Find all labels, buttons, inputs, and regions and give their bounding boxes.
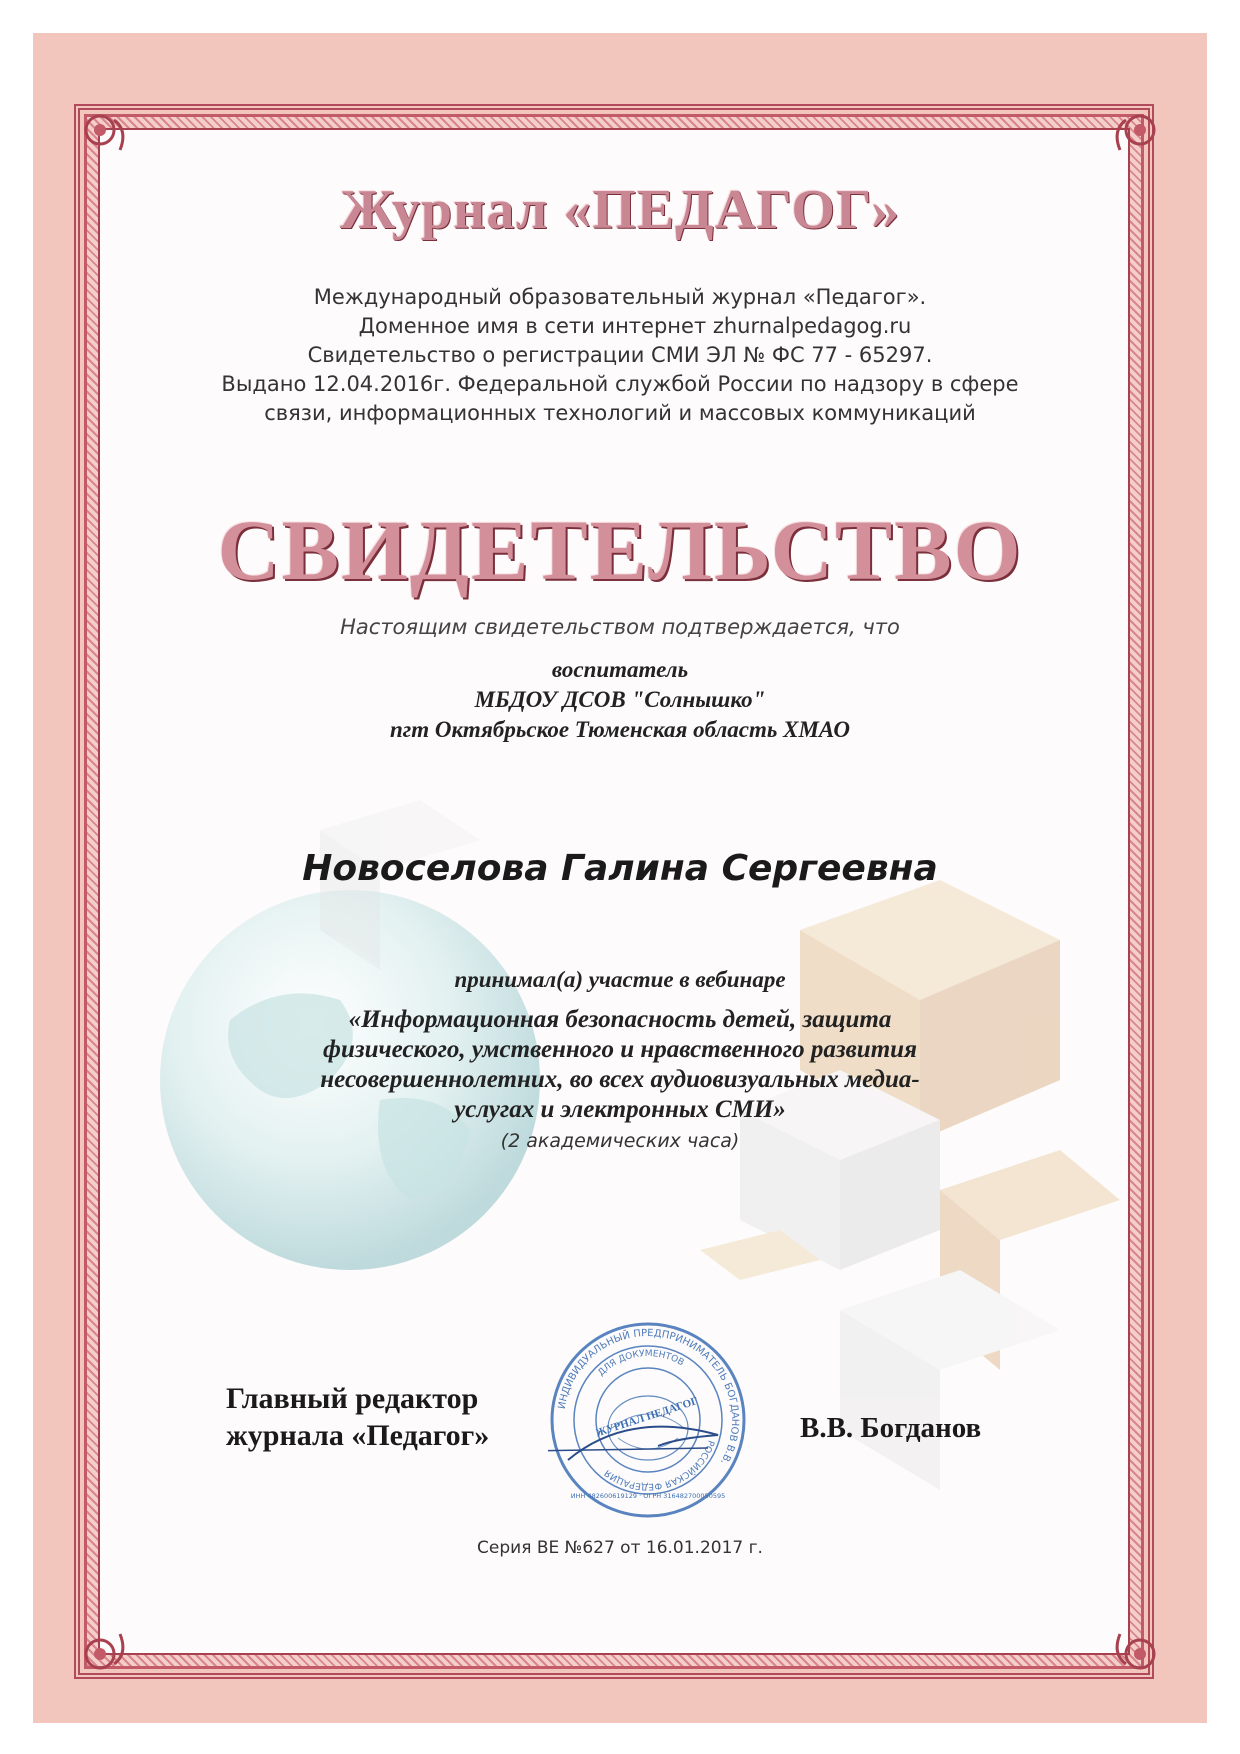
stamp-outer-text: ИНДИВИДУАЛЬНЫЙ ПРЕДПРИНИМАТЕЛЬ БОГДАНОВ В.В.	[556, 1327, 741, 1467]
corner-ornament-icon	[1104, 110, 1160, 166]
signer-name: В.В. Богданов	[800, 1412, 982, 1444]
topic-line: несовершеннолетних, во всех аудиовизуальных медиа-	[320, 1066, 920, 1093]
location-text: пгт Октябрьское Тюменская область ХМАО	[389, 717, 851, 742]
organization-block	[0, 655, 1240, 745]
series-number: Серия ВЕ №627 от 16.01.2017 г.	[477, 1538, 763, 1558]
participation-text: принимал(а) участие в вебинаре	[454, 967, 786, 992]
webinar-topic	[0, 1005, 1240, 1125]
person-name: Новоселова Галина Сергеевна	[302, 848, 938, 889]
editor-title	[226, 1380, 489, 1454]
corner-ornament-icon	[1104, 1618, 1160, 1674]
editor-line: Главный редактор	[226, 1382, 479, 1415]
certificate-title: СВИДЕТЕЛЬСТВО	[217, 502, 1023, 598]
registration-info	[0, 283, 1240, 428]
position-text: воспитатель	[551, 657, 689, 682]
corner-ornament-icon	[80, 1618, 136, 1674]
organization-name: МБДОУ ДСОВ "Солнышко"	[474, 687, 766, 712]
editor-line: журнала «Педагог»	[226, 1419, 490, 1452]
hours-text: (2 академических часа)	[500, 1130, 740, 1152]
registration-line: связи, информационных технологий и массовых коммуникаций	[264, 401, 976, 425]
stamp-inn-text: ИНН 482600619129 · ОГРН 316482700050595	[570, 1492, 726, 1500]
confirm-text: Настоящим свидетельством подтверждается, что	[340, 615, 900, 639]
topic-line: услугах и электронных СМИ»	[454, 1096, 786, 1123]
stamp-journal-text: ЖУРНАЛ ПЕДАГОГ	[594, 1394, 700, 1440]
registration-line: Доменное имя в сети интернет zhurnalpedagog.ru	[358, 314, 912, 338]
stamp-federation-text: РОССИЙСКАЯ ФЕДЕРАЦИЯ	[603, 1438, 716, 1492]
official-stamp-icon	[548, 1320, 748, 1520]
topic-line: «Информационная безопасность детей, защита	[348, 1006, 892, 1033]
journal-title: Журнал «ПЕДАГОГ»	[339, 179, 901, 241]
svg-text:РОССИЙСКАЯ ФЕДЕРАЦИЯ	[603, 1439, 715, 1491]
registration-line: Выдано 12.04.2016г. Федеральной службой России по надзору в сфере	[221, 372, 1019, 396]
registration-line: Свидетельство о регистрации СМИ ЭЛ № ФС 77 - 65297.	[307, 343, 933, 367]
topic-line: физического, умственного и нравственного развития	[323, 1036, 917, 1063]
stamp-docs-text: ДЛЯ ДОКУМЕНТОВ	[596, 1348, 686, 1379]
corner-ornament-icon	[80, 110, 136, 166]
registration-line: Международный образовательный журнал «Педагог».	[313, 285, 927, 309]
